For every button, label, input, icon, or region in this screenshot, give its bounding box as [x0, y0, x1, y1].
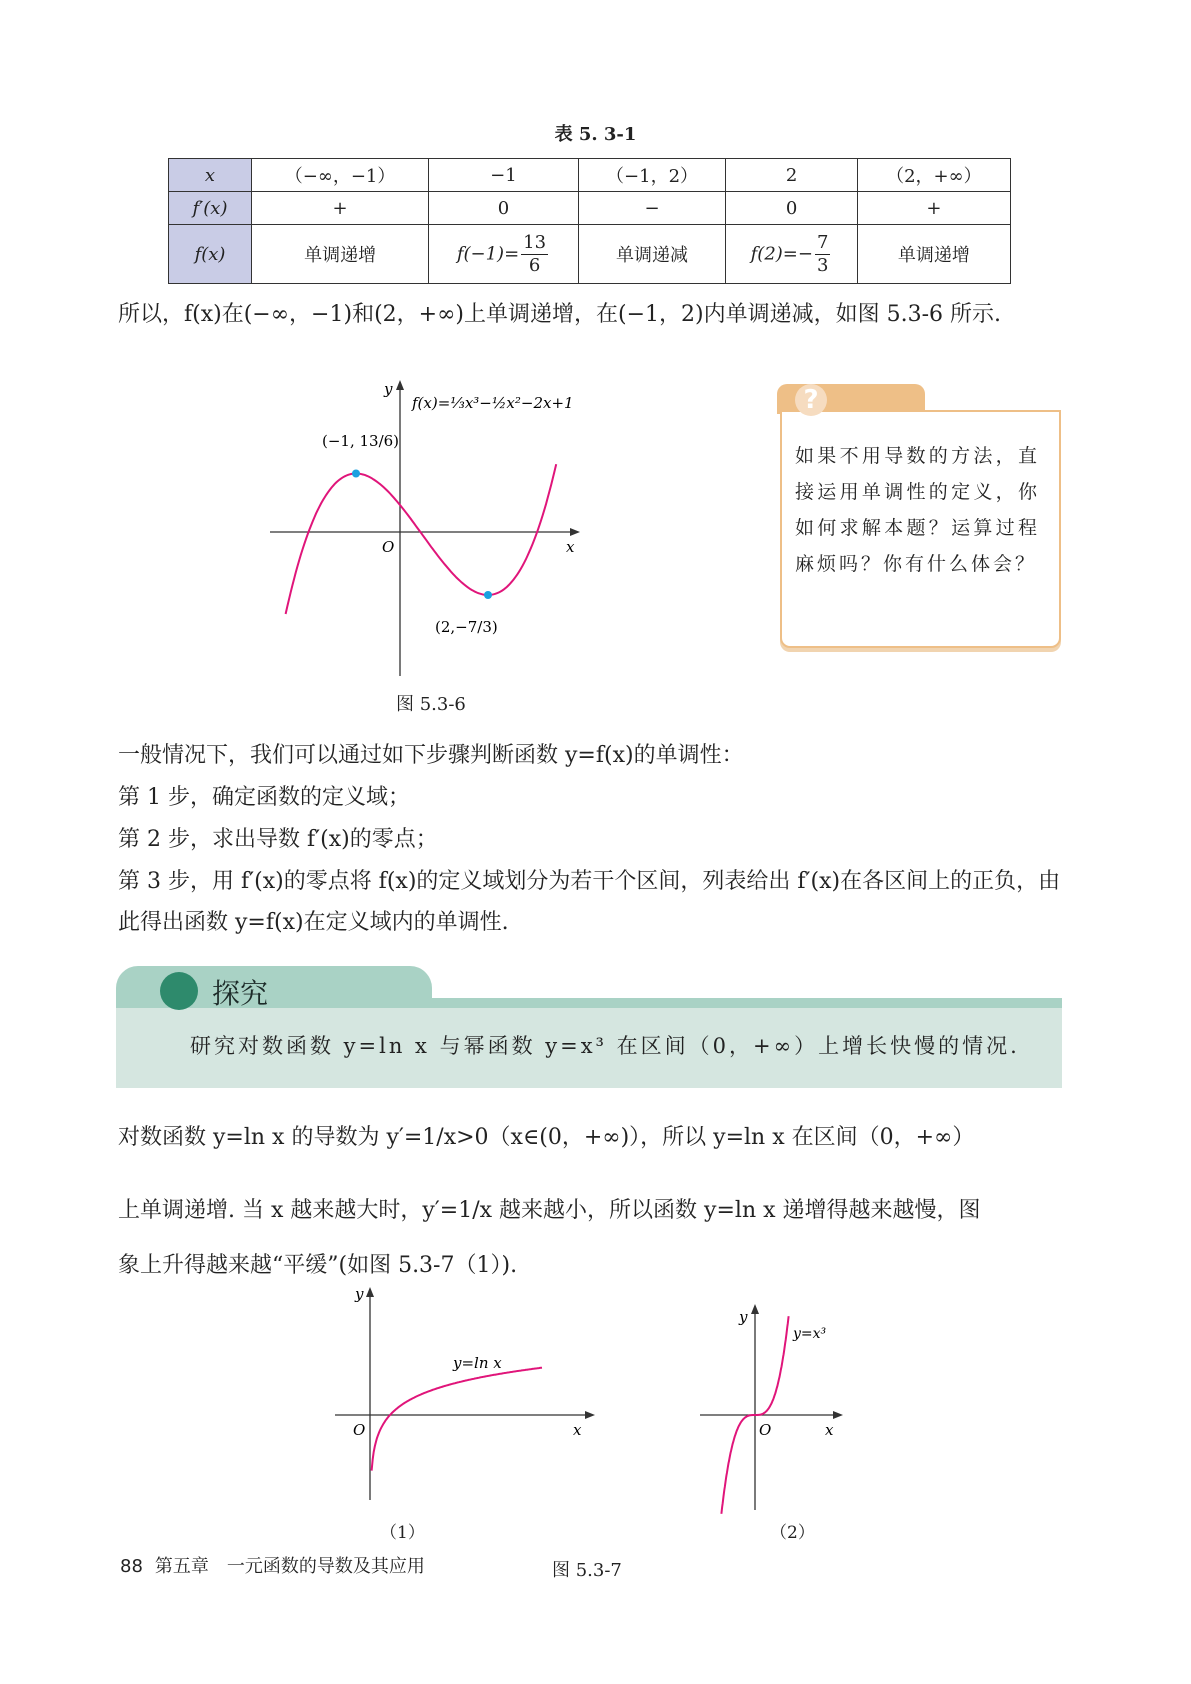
min-prefix: f(2)=− — [750, 243, 813, 264]
min-point — [484, 591, 492, 599]
body-line-b: 上单调递增. 当 x 越来越大时，y′=1/x 越来越小，所以函数 y=ln x 递增得越来越慢，图 — [118, 1198, 981, 1223]
y-axis-label: y — [355, 1285, 364, 1303]
min-num: 7 — [816, 231, 829, 253]
x-axis-arrow — [570, 528, 580, 536]
y-axis-arrow — [366, 1287, 374, 1297]
row-head-x: x — [169, 159, 252, 192]
x-axis-label: x — [566, 538, 575, 556]
y-axis-label: y — [384, 380, 393, 398]
explore-icon — [160, 972, 198, 1010]
cell-trend-2: 单调递减 — [578, 225, 726, 284]
sign-table — [168, 158, 1011, 284]
question-icon: ? — [795, 384, 827, 416]
row-head-f: f(x) — [169, 225, 252, 284]
cell-interval-3: （−1，2） — [578, 159, 726, 192]
subcaption-2: （2） — [770, 1523, 815, 1543]
max-point — [352, 470, 360, 478]
step-3: 第 3 步，用 f′(x)的零点将 f(x)的定义域划分为若干个区间，列表给出 f′(x)在各区间上的正负，由此得出函数 y=f(x)在定义域内的单调性. — [118, 869, 1061, 935]
figure-5-3-6 — [260, 380, 580, 680]
row-head-fprime: f′(x) — [169, 192, 252, 225]
explore-title: 探究 — [212, 977, 269, 1010]
cell-sign-2: 0 — [429, 192, 579, 225]
cell-trend-1: 单调递增 — [252, 225, 429, 284]
y-axis-arrow — [396, 380, 404, 390]
max-den: 6 — [528, 254, 541, 276]
cell-interval-1: （−∞，−1） — [252, 159, 429, 192]
x-axis-arrow — [833, 1411, 843, 1419]
cell-sign-3: − — [578, 192, 726, 225]
x-axis-arrow — [585, 1411, 595, 1419]
x-axis-label: x — [825, 1421, 834, 1439]
page-number: 88 — [120, 1556, 143, 1577]
min-label: (2,−7/3) — [435, 618, 498, 636]
max-label: (−1, 13/6) — [322, 432, 400, 450]
cell-value-min — [726, 225, 857, 284]
steps-intro: 一般情况下，我们可以通过如下步骤判断函数 y=f(x)的单调性： — [118, 743, 744, 768]
cell-sign-4: 0 — [726, 192, 857, 225]
body-line-c: 象上升得越来越“平缓”(如图 5.3-7（1）). — [118, 1253, 518, 1278]
cell-value-max — [429, 225, 579, 284]
formula-label: f(x)=⅓x³−½x²−2x+1 — [412, 394, 574, 412]
figure-5-3-7-2 — [695, 1300, 845, 1520]
x-axis-label: x — [573, 1421, 582, 1439]
subcaption-1: （1） — [380, 1523, 425, 1543]
max-prefix: f(−1)= — [456, 243, 520, 264]
chapter-title: 第五章 一元函数的导数及其应用 — [154, 1556, 425, 1577]
y-axis-arrow — [751, 1304, 759, 1314]
table-caption: 表 5. 3-1 — [554, 124, 637, 145]
cell-trend-3: 单调递增 — [857, 225, 1010, 284]
origin-label: O — [353, 1421, 366, 1439]
explore-text: 研究对数函数 y=ln x 与幂函数 y=x³ 在区间（0，+∞）上增长快慢的情况. — [190, 1034, 1020, 1058]
figure-536-caption: 图 5.3-6 — [396, 694, 466, 715]
origin-label: O — [382, 538, 395, 556]
step-1: 第 1 步，确定函数的定义域； — [118, 785, 410, 810]
paragraph-1: 所以，f(x)在(−∞，−1)和(2，+∞)上单调递增，在(−1，2)内单调递减，如图 5.3-6 所示. — [118, 302, 1001, 327]
y-axis-label: y — [739, 1308, 748, 1326]
ln-curve — [372, 1368, 542, 1471]
page-footer — [120, 1552, 425, 1578]
ln-label: y=ln x — [453, 1354, 502, 1372]
min-den: 3 — [816, 254, 829, 276]
cell-sign-5: + — [857, 192, 1010, 225]
figure-537-caption: 图 5.3-7 — [552, 1560, 622, 1581]
origin-label: O — [759, 1421, 772, 1439]
cell-interval-2: −1 — [429, 159, 579, 192]
note-text: 如果不用导数的方法，直接运用单调性的定义，你如何求解本题？运算过程麻烦吗？你有什么体会？ — [795, 445, 1040, 575]
cube-label: y=x³ — [793, 1326, 827, 1342]
step-2: 第 2 步，求出导数 f′(x)的零点； — [118, 827, 438, 852]
cell-sign-1: + — [252, 192, 429, 225]
cubic-curve — [286, 464, 557, 614]
body-line-a: 对数函数 y=ln x 的导数为 y′=1/x>0（x∈(0，+∞)），所以 y=ln x 在区间（0，+∞） — [118, 1125, 975, 1150]
max-num: 13 — [523, 231, 547, 253]
cell-interval-5: （2，+∞） — [857, 159, 1010, 192]
cell-interval-4: 2 — [726, 159, 857, 192]
figure-5-3-7-1 — [325, 1285, 595, 1510]
